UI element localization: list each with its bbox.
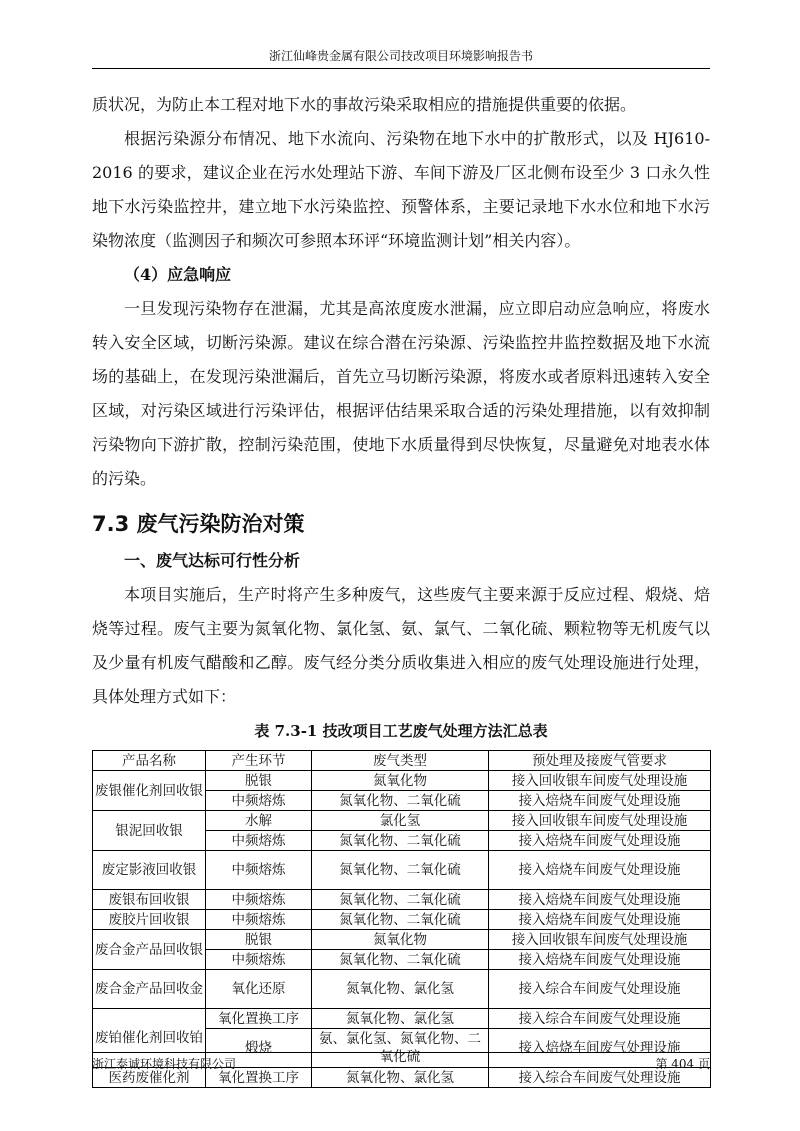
treatment-cell: 接入焙烧车间废气处理设施 <box>489 791 711 811</box>
page-header <box>92 48 710 69</box>
treatment-cell: 接入综合车间废气处理设施 <box>489 1009 711 1029</box>
header-title: 浙江仙峰贵金属有限公司技改项目环境影响报告书 <box>268 49 533 63</box>
page-footer <box>92 1052 710 1073</box>
table-row <box>93 970 711 1009</box>
table-caption: 表 7.3-1 技改项目工艺废气处理方法汇总表 <box>254 722 548 740</box>
stage-cell: 中频熔炼 <box>206 791 312 811</box>
treatment-cell: 接入回收银车间废气处理设施 <box>489 811 711 831</box>
product-cell: 废合金产品回收银 <box>93 930 206 970</box>
product-cell: 废胶片回收银 <box>93 910 206 930</box>
treatment-cell: 接入焙烧车间废气处理设施 <box>489 851 711 890</box>
stage-cell: 氧化还原 <box>206 970 312 1009</box>
table-row <box>93 851 711 890</box>
product-cell: 银泥回收银 <box>93 811 206 851</box>
paragraph-waste-gas-intro: 本项目实施后，生产时将产生多种废气，这些废气主要来源于反应过程、煅烧、焙烧等过程。废气主要为氮氧化物、氯化氢、氨、氯气、二氧化硫、颗粒物等无机废气以及少量有机废气醋酸和乙醇。废气经分类分质收集进入相应的废气处理设施进行处理，具体处理方式如下： <box>92 585 710 706</box>
paragraph-emergency-response: 一旦发现污染物存在泄漏，尤其是高浓度废水泄漏，应立即启动应急响应，将废水转入安全区域，切断污染源。建议在综合潜在污染源、污染监控井监控数据及地下水流场的基础上，在发现污染泄漏后，首先立马切断污染源，将废水或者原料迅速转入安全区域，对污染区域进行污染评估，根据评估结果采取合适的污染处理措施，以有效抑制污染物向下游扩散，控制污染范围，使地下水质量得到尽快恢复，尽量避免对地表水体的污染。 <box>92 299 710 488</box>
gas-type-cell: 氮氧化物、二氧化硫 <box>312 890 489 910</box>
product-cell: 医药废催化剂 <box>93 1068 206 1088</box>
table-row <box>93 910 711 930</box>
subheading-emergency-response: （4）应急响应 <box>124 265 232 284</box>
subheading-feasibility: 一、废气达标可行性分析 <box>124 551 301 570</box>
waste-gas-treatment-table <box>92 750 711 1088</box>
gas-type-cell: 氮氧化物、氯化氢 <box>312 1009 489 1029</box>
stage-cell: 中频熔炼 <box>206 831 312 851</box>
product-cell: 废银催化剂回收银 <box>93 771 206 811</box>
table-row <box>93 1009 711 1029</box>
column-header: 产生环节 <box>206 751 312 771</box>
stage-cell: 中频熔炼 <box>206 910 312 930</box>
product-cell: 废银布回收银 <box>93 890 206 910</box>
section-heading: 7.3 废气污染防治对策 <box>92 512 305 536</box>
treatment-cell: 接入综合车间废气处理设施 <box>489 970 711 1009</box>
stage-cell: 氧化置换工序 <box>206 1009 312 1029</box>
document-body <box>92 88 710 1088</box>
treatment-cell: 接入焙烧车间废气处理设施 <box>489 950 711 970</box>
product-cell: 废铂催化剂回收铂 <box>93 1009 206 1068</box>
stage-cell: 氧化置换工序 <box>206 1068 312 1088</box>
stage-cell: 中频熔炼 <box>206 890 312 910</box>
gas-type-cell: 氨、氯化氢、氮氧化物、二氧化硫 <box>312 1029 489 1068</box>
stage-cell: 脱银 <box>206 771 312 791</box>
stage-cell: 脱银 <box>206 930 312 950</box>
treatment-cell: 接入焙烧车间废气处理设施 <box>489 910 711 930</box>
column-header: 产品名称 <box>93 751 206 771</box>
column-header: 废气类型 <box>312 751 489 771</box>
gas-type-cell: 氯化氢 <box>312 811 489 831</box>
gas-type-cell: 氮氧化物 <box>312 771 489 791</box>
gas-type-cell: 氮氧化物、氯化氢 <box>312 1068 489 1088</box>
stage-cell: 煅烧 <box>206 1029 312 1068</box>
gas-type-cell: 氮氧化物、二氧化硫 <box>312 950 489 970</box>
gas-type-cell: 氮氧化物、二氧化硫 <box>312 910 489 930</box>
stage-cell: 水解 <box>206 811 312 831</box>
paragraph-continued: 质状况，为防止本工程对地下水的事故污染采取相应的措施提供重要的依据。 <box>92 95 637 114</box>
stage-cell: 中频熔炼 <box>206 851 312 890</box>
treatment-cell: 接入焙烧车间废气处理设施 <box>489 831 711 851</box>
treatment-cell: 接入回收银车间废气处理设施 <box>489 930 711 950</box>
gas-type-cell: 氮氧化物、二氧化硫 <box>312 791 489 811</box>
table-header-row <box>93 751 711 771</box>
treatment-cell: 接入回收银车间废气处理设施 <box>489 771 711 791</box>
stage-cell: 中频熔炼 <box>206 950 312 970</box>
treatment-cell: 接入焙烧车间废气处理设施 <box>489 1029 711 1068</box>
gas-type-cell: 氮氧化物 <box>312 930 489 950</box>
table-row <box>93 930 711 950</box>
paragraph-monitoring-wells: 根据污染源分布情况、地下水流向、污染物在地下水中的扩散形式，以及 HJ610-2016 的要求，建议企业在污水处理站下游、车间下游及厂区北侧布设至少 3 口永久性地下水污染监控井，建立地下水污染监控、预警体系，主要记录地下水水位和地下水污染物浓度（监测因子和频次可参照本环评“环境监测计划”相关内容）。 <box>92 129 710 250</box>
treatment-cell: 接入焙烧车间废气处理设施 <box>489 890 711 910</box>
product-cell: 废合金产品回收金 <box>93 970 206 1009</box>
footer-company: 浙江泰诚环境科技有限公司 <box>92 1057 237 1071</box>
table-row <box>93 890 711 910</box>
table-row <box>93 771 711 791</box>
column-header: 预处理及接废气管要求 <box>489 751 711 771</box>
treatment-cell: 接入综合车间废气处理设施 <box>489 1068 711 1088</box>
gas-type-cell: 氮氧化物、二氧化硫 <box>312 831 489 851</box>
page-number: 第 404 页 <box>655 1057 710 1071</box>
gas-type-cell: 氮氧化物、氯化氢 <box>312 970 489 1009</box>
gas-type-cell: 氮氧化物、二氧化硫 <box>312 851 489 890</box>
product-cell: 废定影液回收银 <box>93 851 206 890</box>
table-row <box>93 811 711 831</box>
